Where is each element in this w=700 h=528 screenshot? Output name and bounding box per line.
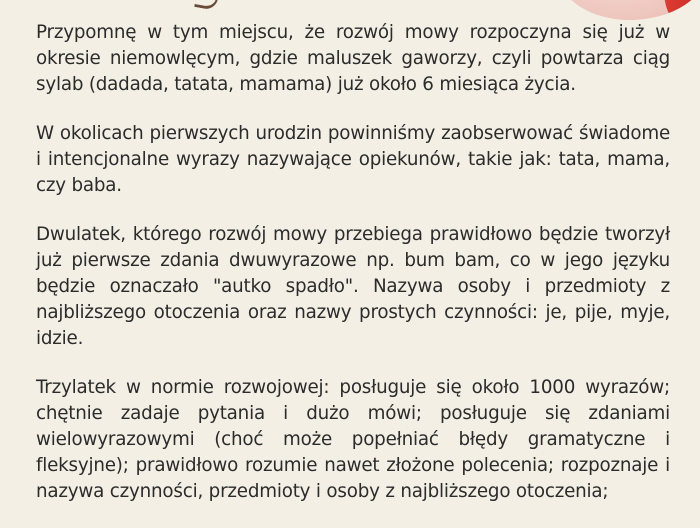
title-decoration-stroke <box>194 0 220 11</box>
paragraph-first-birthday: W okolicach pierwszych urodzin powinniśmy zaobserwować świadome i intencjonalne wyrazy nazywające opiekunów, takie jak: tata, mama, czy baba. <box>36 123 670 196</box>
paragraph-three-year-old: Trzylatek w normie rozwojowej: posługuje się około 1000 wyrazów; chętnie zadaje pytania i dużo mówi; posługuje się zdaniami wielowyrazowymi (choć może popełniać błędy gramatyczne i fleksyjne); prawidłowo rozumie nawet złożone polecenia; rozpoznaje i nazywa czynności, przedmioty i osoby z najbliższego otoczenia; <box>36 377 670 502</box>
decorative-photo-image <box>558 0 700 20</box>
article-body <box>36 20 670 528</box>
paragraph-babbling: Przypomnę w tym miejscu, że rozwój mowy rozpoczyna się już w okresie niemowlęcym, gdzie maluszek gaworzy, czyli powtarza ciąg sylab (dadada, tatata, mamama) już około 6 miesiąca życia. <box>36 22 670 95</box>
decorative-red-shape <box>664 0 700 20</box>
paragraph-two-year-old: Dwulatek, którego rozwój mowy przebiega prawidłowo będzie tworzył już pierwsze zdania dwuwyrazowe np. bum bam, co w jego języku będzie oznaczało "autko spadło". Nazywa osoby i przedmioty z najbliższego otoczenia oraz nazwy prostych czynności: je, pije, myje, idzie. <box>36 224 670 349</box>
